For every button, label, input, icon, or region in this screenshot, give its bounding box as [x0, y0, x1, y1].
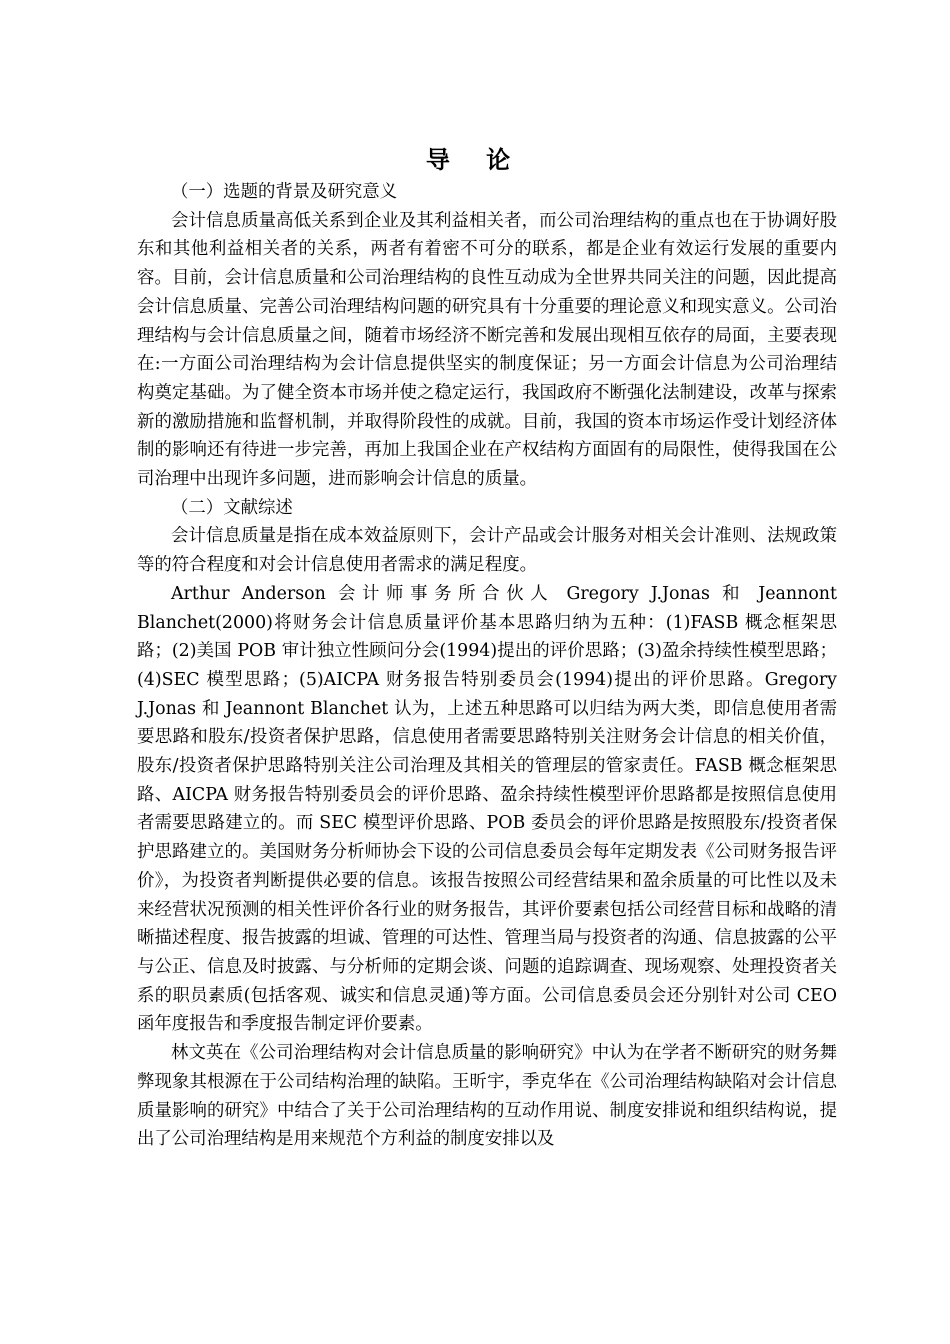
- paragraph: 会计信息质量高低关系到企业及其利益相关者，而公司治理结构的重点也在于协调好股东和其他利益相关者的关系，两者有着密不可分的联系，都是企业有效运行发展的重要内容。目前，会计信息质量和公司治理结构的良性互动成为全世界共同关注的问题，因此提高会计信息质量、完善公司治理结构问题的研究具有十分重要的理论意义和现实意义。公司治理结构与会计信息质量之间，随着市场经济不断完善和发展出现相互依存的局面，主要表现在:一方面公司治理结构为会计信息提供坚实的制度保证；另一方面会计信息为公司治理结构奠定基础。为了健全资本市场并使之稳定运行，我国政府不断强化法制建设，改革与探索新的激励措施和监督机制，并取得阶段性的成就。目前，我国的资本市场运作受计划经济体制的影响还有待进一步完善，再加上我国企业在产权结构方面固有的局限性，使得我国在公司治理中出现许多问题，进而影响会计信息的质量。: [137, 210, 837, 490]
- section-heading-literature-review: （二）文献综述: [171, 497, 293, 518]
- paragraph: 会计信息质量是指在成本效益原则下，会计产品或会计服务对相关会计准则、法规政策等的符合程度和对会计信息使用者需求的满足程度。: [137, 526, 837, 576]
- paragraph: 林文英在《公司治理结构对会计信息质量的影响研究》中认为在学者不断研究的财务舞弊现象其根源在于公司结构治理的缺陷。王昕宇，季克华在《公司治理结构缺陷对会计信息质量影响的研究》中结合了关于公司治理结构的互动作用说、制度安排说和组织结构说，提出了公司治理结构是用来规范个方利益的制度安排以及: [137, 1043, 837, 1150]
- section-heading-background: （一）选题的背景及研究意义: [171, 182, 398, 202]
- paragraph: Arthur Anderson 会计师事务所合伙人 Gregory J.Jonas 和 Jeannont Blanchet(2000)将财务会计信息质量评价基本思路归纳为五种：(1)FASB 概念框架思路；(2)美国 POB 审计独立性顾问分会(1994)提出的评价思路；(3)盈余持续性模型思路；(4)SEC 模型思路；(5)AICPA 财务报告特别委员会(1994)提出的评价思路。Gregory J.Jonas 和 Jeannont Blanchet 认为，上述五种思路可以归结为两大类，即信息使用者需要思路和股东/投资者保护思路，信息使用者需要思路特别关注财务会计信息的相关价值，股东/投资者保护思路特别关注公司治理及其相关的管理层的管家责任。FASB 概念框架思路、AICPA 财务报告特别委员会的评价思路、盈余持续性模型评价思路都是按照信息使用者需要思路建立的。而 SEC 模型评价思路、POB 委员会的评价思路是按照股东/投资者保护思路建立的。美国财务分析师协会下设的公司信息委员会每年定期发表《公司财务报告评价》，为投资者判断提供必要的信息。该报告按照公司经营结果和盈余质量的可比性以及未来经营状况预测的相关性评价各行业的财务报告，其评价要素包括公司经营目标和战略的清晰描述程度、报告披露的坦诚、管理的可达性、管理当局与投资者的沟通、信息披露的公平与公正、信息及时披露、与分析师的定期会谈、问题的追踪调查、现场观察、处理投资者关系的职员素质(包括客观、诚实和信息灵通)等方面。公司信息委员会还分别针对公司 CEO 函年度报告和季度报告制定评价要素。: [137, 583, 837, 1035]
- document-body: [137, 178, 837, 1154]
- page-title: 导 论: [425, 146, 525, 174]
